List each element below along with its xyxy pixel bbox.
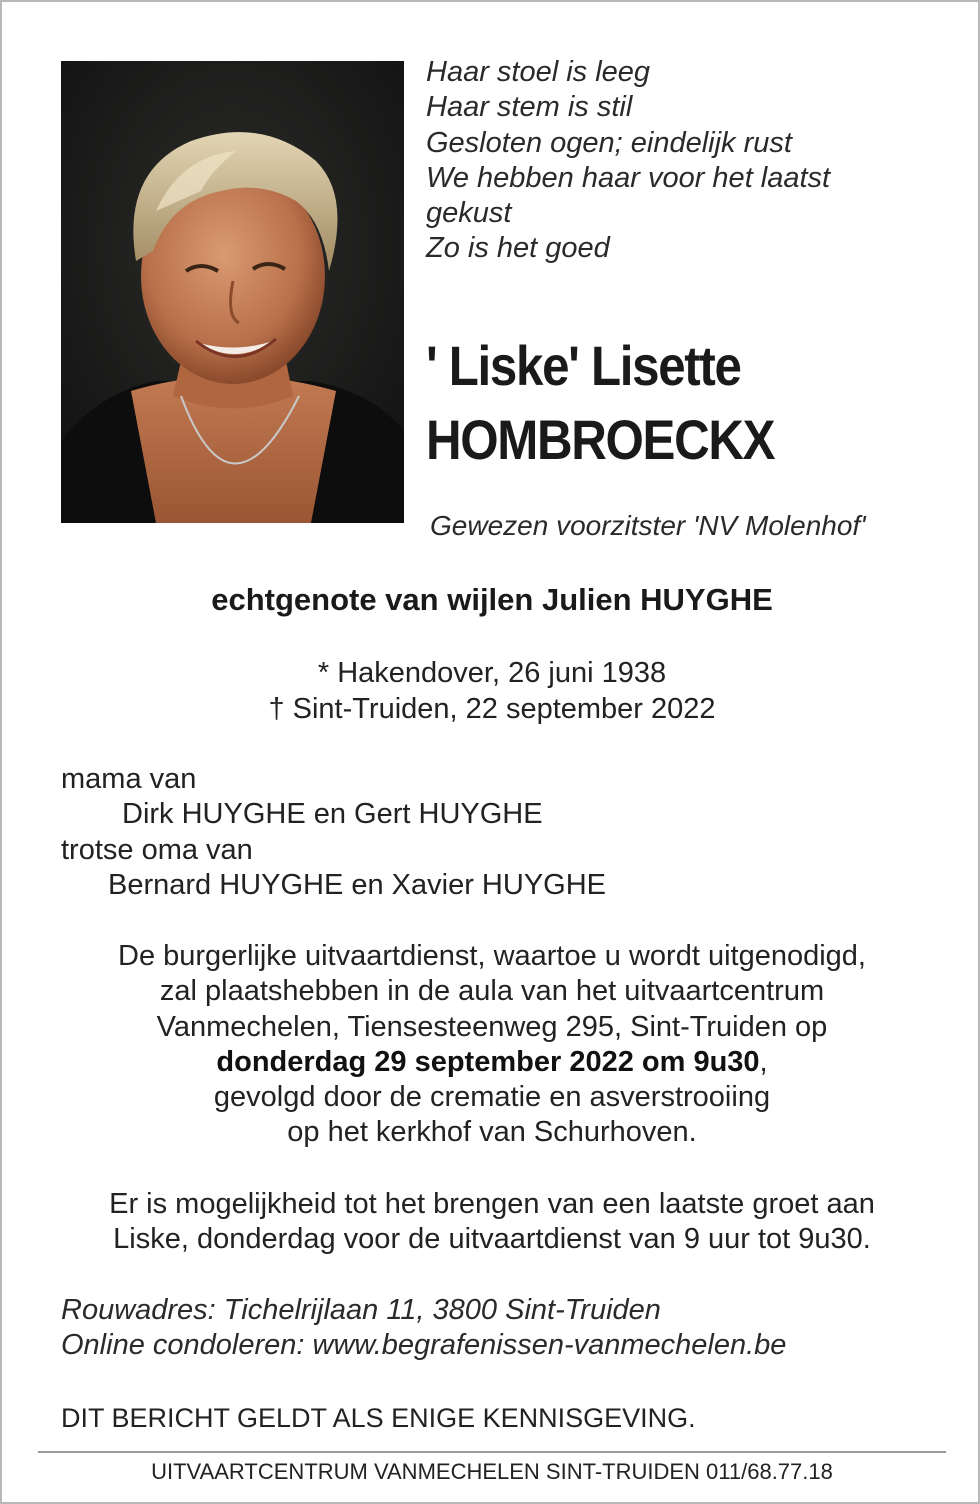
poem-line: Haar stoel is leeg <box>426 56 651 88</box>
poem <box>426 55 946 267</box>
service-line: zal plaatshebben in de aula van het uitvaartcentrum <box>159 975 825 1008</box>
service-date-line <box>2 1045 980 1080</box>
life-dates <box>2 655 980 727</box>
service-info <box>2 939 980 1151</box>
greeting-line: Liske, donderdag voor de uitvaartdienst van 9 uur tot 9u30. <box>113 1223 871 1256</box>
service-line: gevolgd door de crematie en asverstrooiing <box>213 1081 771 1114</box>
funeral-home-footer: UITVAARTCENTRUM VANMECHELEN SINT-TRUIDEN 011/68.77.18 <box>151 1459 833 1484</box>
service-line: op het kerkhof van Schurhoven. <box>287 1116 697 1149</box>
deceased-first-name: ' Liske' Lisette <box>426 334 741 397</box>
children-names: Dirk HUYGHE en Gert HUYGHE <box>122 798 543 831</box>
notice-text: DIT BERICHT GELDT ALS ENIGE KENNISGEVING. <box>61 1403 696 1433</box>
poem-line: gekust <box>426 197 512 230</box>
footer-divider <box>38 1451 946 1453</box>
contact-info <box>61 1293 961 1364</box>
mourning-address: Rouwadres: Tichelrijlaan 11, 3800 Sint-Truiden <box>61 1294 661 1326</box>
portrait-photo <box>61 61 404 523</box>
last-greeting-info <box>2 1187 980 1258</box>
grandchildren-names: Bernard HUYGHE en Xavier HUYGHE <box>108 868 606 901</box>
poem-line: Zo is het goed <box>426 232 610 265</box>
birth-date: * Hakendover, 26 juni 1938 <box>317 657 667 689</box>
poem-line: We hebben haar voor het laatst <box>426 161 831 194</box>
spouse-line: echtgenote van wijlen Julien HUYGHE <box>211 582 773 617</box>
deceased-surname: HOMBROECKX <box>426 408 775 471</box>
service-date: donderdag 29 september 2022 om 9u30 <box>216 1045 760 1078</box>
death-date: † Sint-Truiden, 22 september 2022 <box>268 693 716 725</box>
greeting-line: Er is mogelijkheid tot het brengen van een laatste groet aan <box>109 1188 875 1220</box>
deceased-name <box>426 329 956 477</box>
mama-label: mama van <box>61 763 197 795</box>
service-line: De burgerlijke uitvaartdienst, waartoe u wordt uitgenodigd, <box>118 940 866 972</box>
service-date-suffix: , <box>759 1045 768 1078</box>
poem-line: Gesloten ogen; eindelijk rust <box>426 126 792 159</box>
online-condolences-link[interactable]: Online condoleren: www.begrafenissen-vanmechelen.be <box>61 1329 787 1362</box>
service-line: Vanmechelen, Tiensesteenweg 295, Sint-Truiden op <box>156 1010 828 1043</box>
poem-line: Haar stem is stil <box>426 91 633 124</box>
deceased-role: Gewezen voorzitster 'NV Molenhof' <box>430 510 866 541</box>
family-list <box>61 762 941 903</box>
oma-label: trotse oma van <box>61 833 253 866</box>
